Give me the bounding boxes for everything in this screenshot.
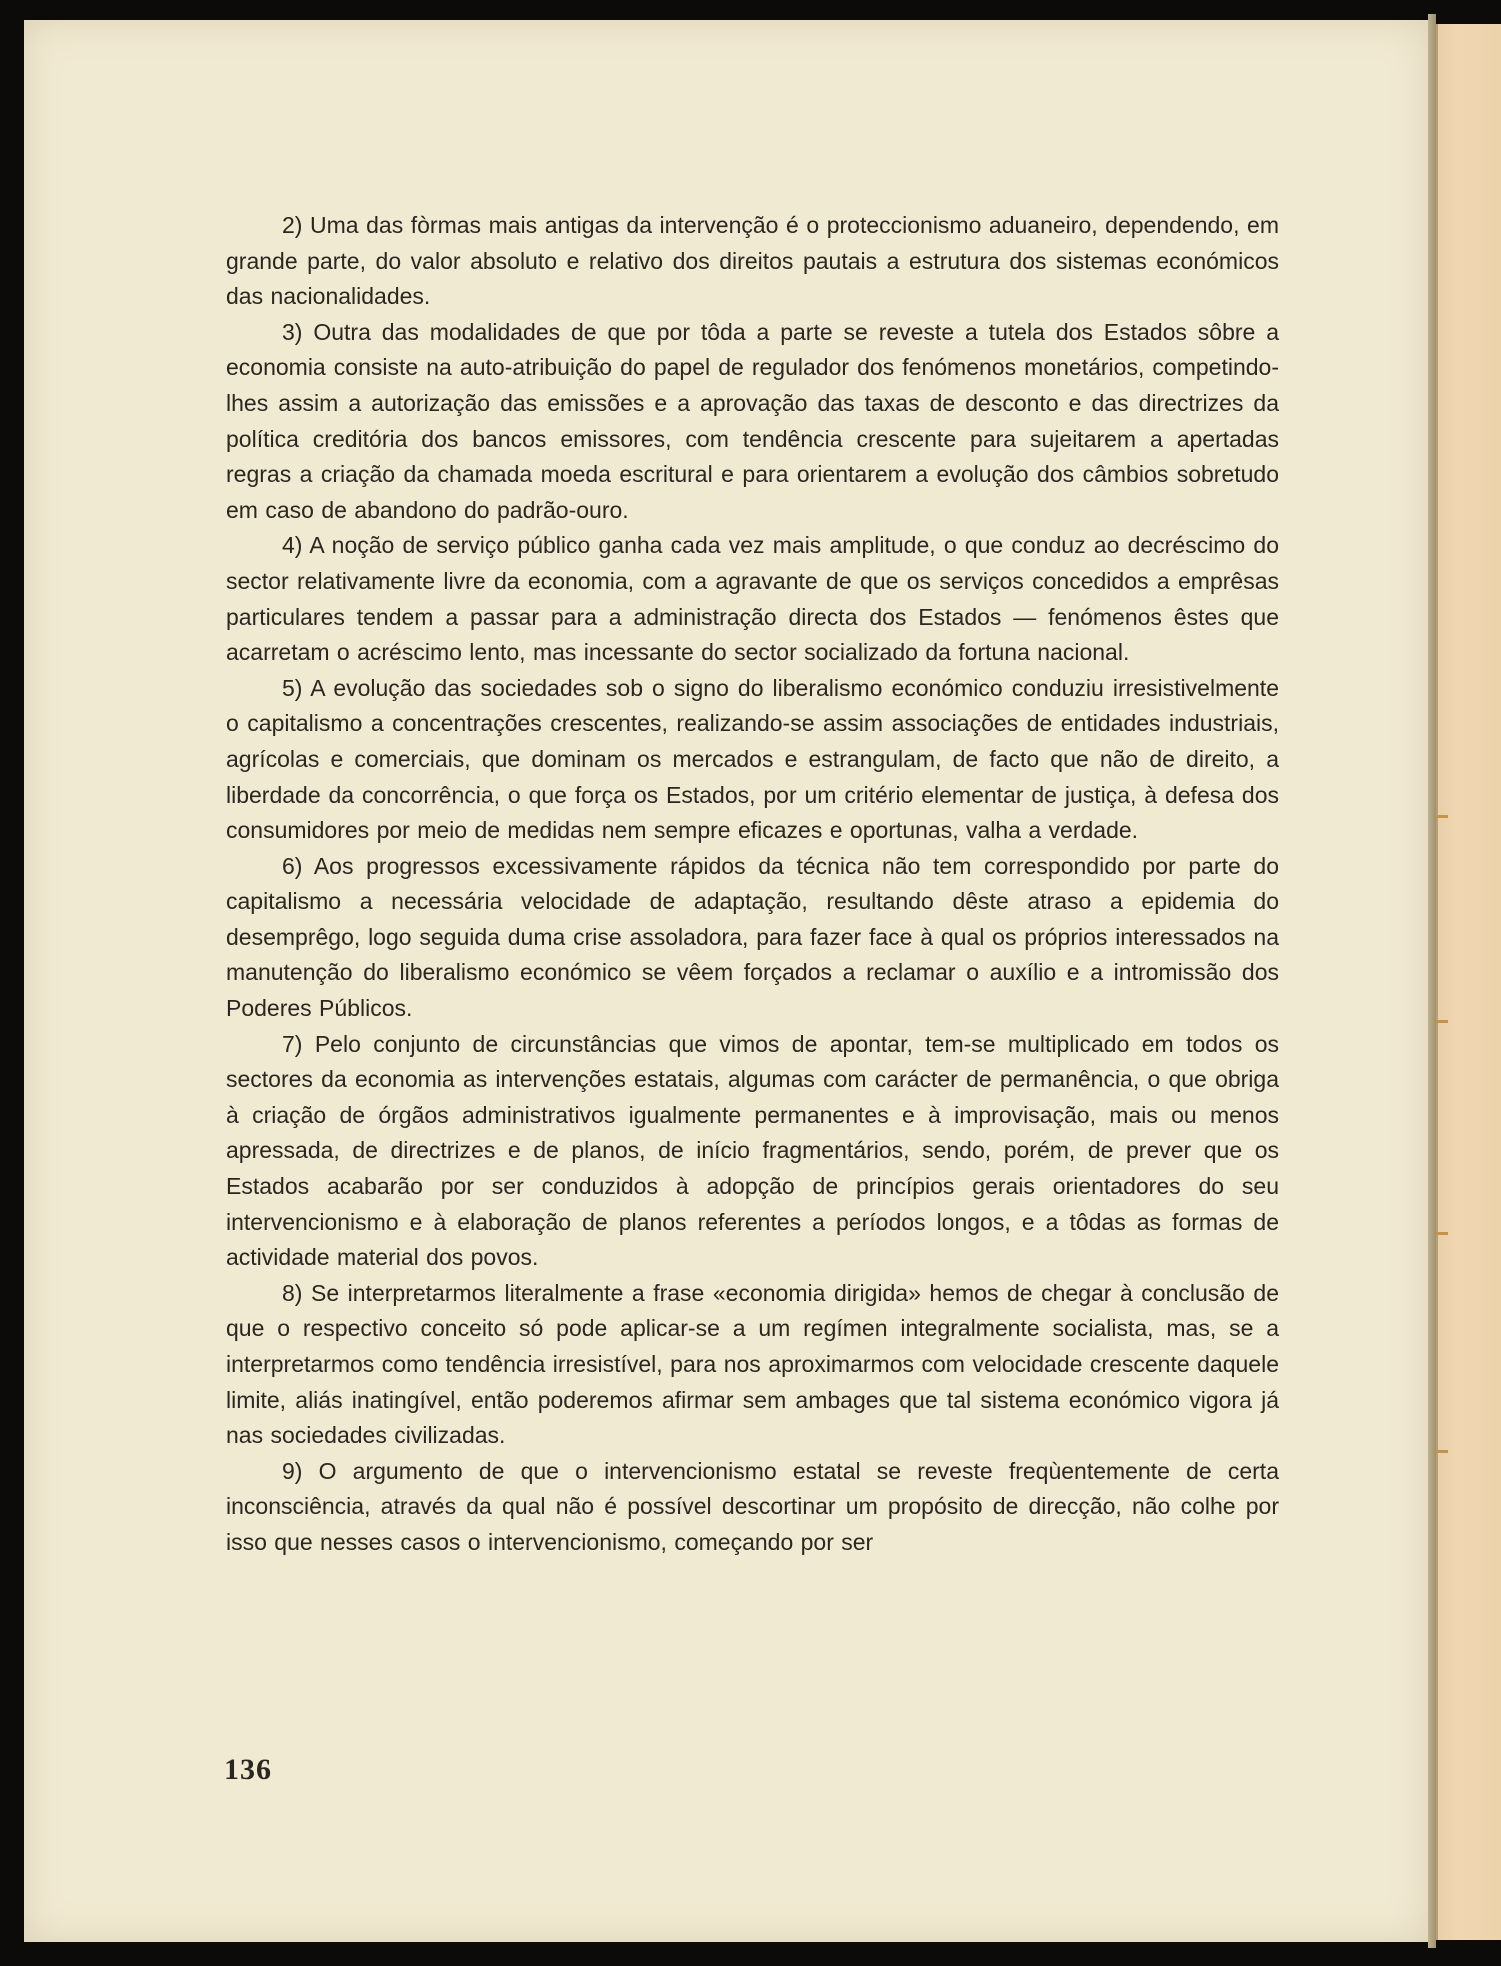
paragraph-8: 8) Se interpretarmos literalmente a frase «economia dirigida» hemos de chegar à conclusão de que o respectivo conceito só pode aplicar-se a um regímen integralmente socialista, mas, se a interpretarmos como tendência irresistível, para nos aproximarmos com velocidade crescente daquele limite, aliás inatingível, então poderemos afirmar sem ambages que tal sistema económico vigora já nas sociedades civilizadas.: [226, 1279, 1279, 1449]
page-edge-mark: [1436, 1232, 1448, 1235]
paragraph-5: 5) A evolução das sociedades sob o signo do liberalismo económico conduziu irresistivelmente o capitalismo a concentrações crescentes, realizando-se assim associações de entidades industriais, agrícolas e comerciais, que dominam os mercados e estrangulam, de facto que não de direito, a liberdade da concorrência, o que força os Estados, por um critério elementar de justiça, à defesa dos consumidores por meio de medidas nem sempre eficazes e oportunas, valha a verdade.: [226, 674, 1279, 844]
page-number: 136: [224, 1753, 272, 1786]
book-spine: [1428, 14, 1436, 1948]
page-edge-mark: [1436, 1020, 1448, 1023]
page-edge-mark: [1436, 815, 1448, 818]
paragraph-4: 4) A noção de serviço público ganha cada vez mais amplitude, o que conduz ao decréscimo do sector relativamente livre da economia, com a agravante de que os serviços concedidos a emprêsas particulares tendem a passar para a administração directa dos Estados — fenómenos êstes que acarretam o acréscimo lento, mas incessante do sector socializado da fortuna nacional.: [226, 532, 1279, 666]
page-edge-mark: [1436, 1450, 1448, 1453]
paragraph-9: 9) O argumento de que o intervencionismo estatal se reveste freqùentemente de certa inconsciência, através da qual não é possível descortinar um propósito de direcção, não colhe por isso que nesses casos o intervencionismo, começando por ser: [226, 1457, 1279, 1555]
paragraph-3: 3) Outra das modalidades de que por tôda a parte se reveste a tutela dos Estados sôbre a economia consiste na auto-atribuição do papel de regulador dos fenómenos monetários, competindo-lhes assim a autorização das emissões e a aprovação das taxas de desconto e das directrizes da política creditória dos bancos emissores, com tendência crescente para sujeitarem a apertadas regras a criação da chamada moeda escritural e para orientarem a evolução dos câmbios sobretudo em caso de abandono do padrão-ouro.: [226, 318, 1279, 523]
paragraph-2: 2) Uma das fòrmas mais antigas da intervenção é o proteccionismo aduaneiro, dependendo, em grande parte, do valor absoluto e relativo dos direitos pautais a estrutura dos sistemas económicos das nacionalidades.: [226, 212, 1279, 310]
paragraph-7: 7) Pelo conjunto de circunstâncias que vimos de apontar, tem-se multiplicado em todos os sectores da economia as intervenções estatais, algumas com carácter de permanência, o que obriga à criação de órgãos administrativos igualmente permanentes e à improvisação, mais ou menos apressada, de directrizes e de planos, de início fragmentários, sendo, porém, de prever que os Estados acabarão por ser conduzidos à adopção de princípios gerais orientadores do seu intervencionismo e à elaboração de planos referentes a períodos longos, e a tôdas as formas de actividade material dos povos.: [226, 1030, 1279, 1271]
paragraph-6: 6) Aos progressos excessivamente rápidos da técnica não tem correspondido por parte do capitalismo a necessária velocidade de adaptação, resultando dêste atraso a epidemia do desemprêgo, logo seguida duma crise assoladora, para fazer face à qual os próprios interessados na manutenção do liberalismo económico se vêem forçados a reclamar o auxílio e a intromissão dos Poderes Públicos.: [226, 852, 1279, 1022]
body-text: [226, 208, 1279, 1561]
adjacent-page-edge: [1436, 24, 1501, 1940]
